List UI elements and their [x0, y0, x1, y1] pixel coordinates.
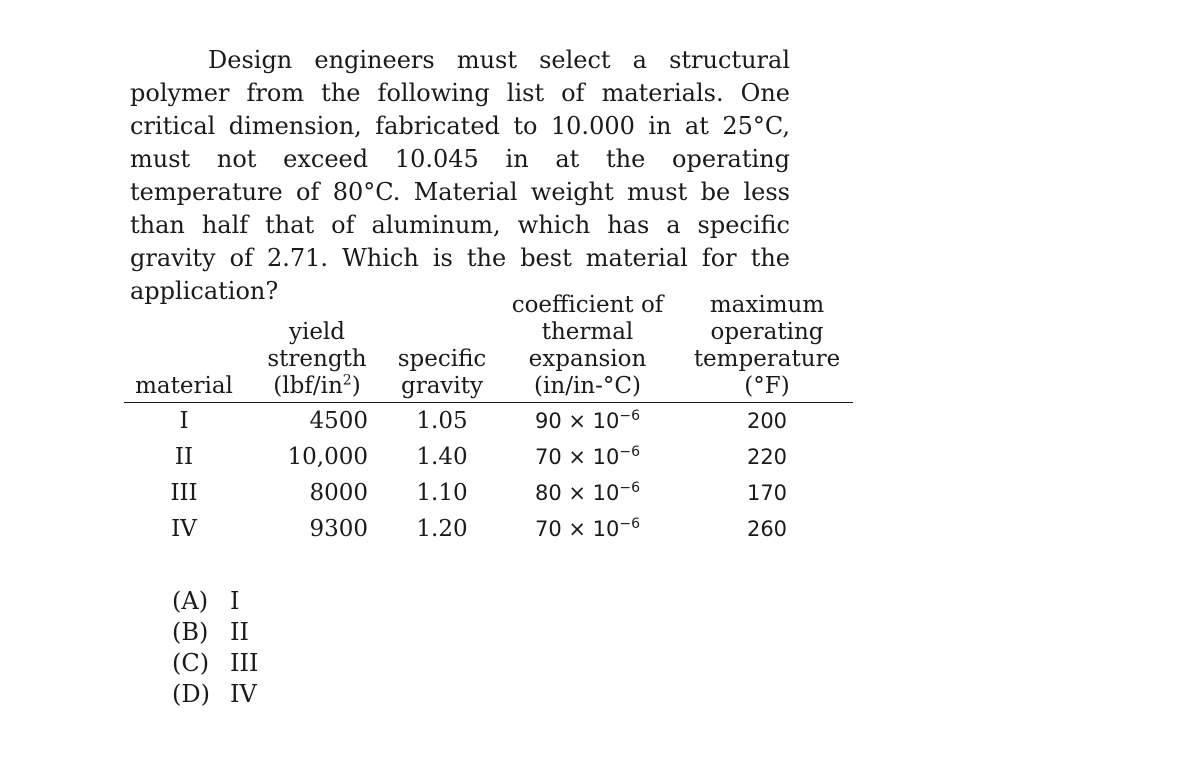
table-row [124, 511, 853, 547]
cell-thermal-expansion: $90 \times 10^{-6}$ [534, 408, 641, 433]
table-header-row [124, 292, 853, 403]
materials-table [124, 292, 853, 547]
cell-yield-strength: 8000 [309, 480, 368, 506]
answer-options [172, 586, 258, 710]
header-yield-strength: yield strength $(lbf/in^2)$ [244, 292, 390, 403]
table-row [124, 475, 853, 511]
header-max-temperature: maximum operating temperature (°F) [681, 292, 853, 403]
cell-yield-strength: 9300 [309, 516, 368, 542]
cell-specific-gravity: 1.20 [416, 516, 468, 542]
header-material: material [124, 292, 244, 403]
option-c: (C) III [172, 649, 259, 677]
option-b: (B) II [172, 618, 249, 646]
cell-yield-strength: 10,000 [287, 444, 368, 470]
cell-yield-strength: 4500 [309, 408, 368, 434]
option-d: (D) IV [172, 680, 257, 708]
cell-max-temperature: 200 [746, 409, 788, 433]
cell-max-temperature: 170 [746, 481, 788, 505]
header-thermal-expansion: coefficient of thermal expansion (in/in-°C) [494, 292, 681, 403]
cell-material: II [174, 444, 194, 470]
problem-statement: Design engineers must select a structural polymer from the following list of materials. One critical dimension, fabricated to 10.000 in at 25°C, must not exceed 10.045 in at the operating temperature of 80°C. Material weight must be less than half that of aluminum, which has a specific gravity of 2.71. Which is the best material for the application? [130, 46, 790, 305]
cell-material: I [179, 408, 189, 434]
cell-thermal-expansion: $70 \times 10^{-6}$ [534, 444, 641, 469]
cell-thermal-expansion: $80 \times 10^{-6}$ [534, 480, 641, 505]
option-a: (A) I [172, 587, 240, 615]
header-specific-gravity: specific gravity [390, 292, 494, 403]
cell-max-temperature: 220 [746, 445, 788, 469]
cell-specific-gravity: 1.40 [416, 444, 468, 470]
cell-material: IV [171, 516, 197, 542]
cell-specific-gravity: 1.05 [416, 408, 468, 434]
table-row [124, 439, 853, 475]
cell-max-temperature: 260 [746, 517, 788, 541]
table-row [124, 403, 853, 440]
cell-thermal-expansion: $70 \times 10^{-6}$ [534, 516, 641, 541]
cell-specific-gravity: 1.10 [416, 480, 468, 506]
cell-material: III [170, 480, 198, 506]
